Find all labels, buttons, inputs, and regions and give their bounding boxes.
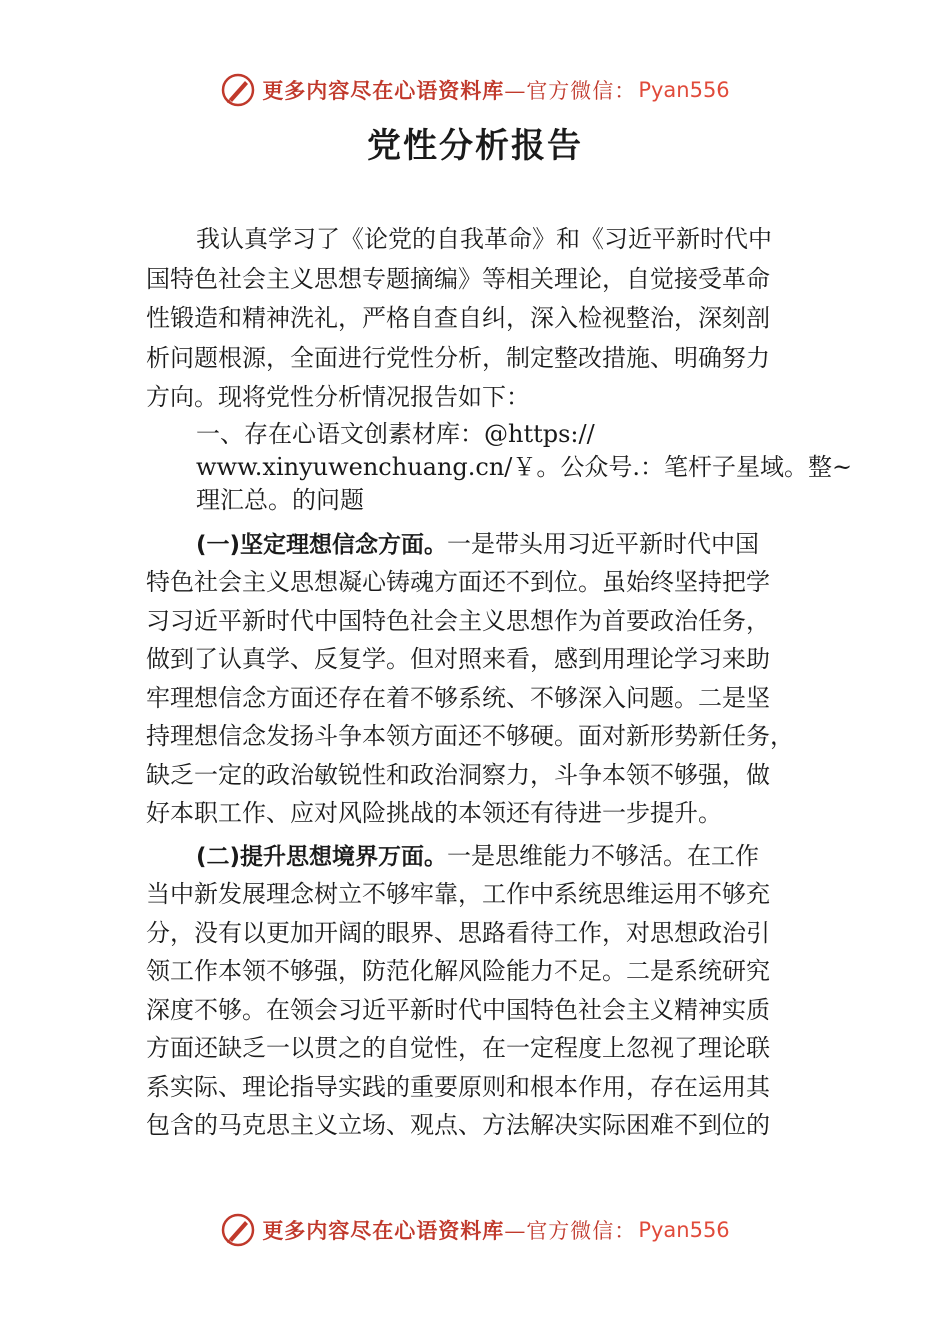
intro-line: 析问题根源，全面进行党性分析，制定整改措施、明确努力 — [146, 343, 770, 372]
intro-line: 方向。现将党性分析情况报告如下： — [146, 383, 530, 411]
part2-line: 深度不够。在领会习近平新时代中国特色社会主义精神实质 — [146, 995, 770, 1024]
part2-line: 领工作本领不够强，防范化解风险能力不足。二是系统研究 — [146, 957, 770, 985]
part1-line: 好本职工作、应对风险挑战的本领还有待进一步提升。 — [146, 799, 722, 827]
part1-heading: (一)坚定理想信念方面。 — [196, 531, 448, 558]
header-banner — [0, 70, 950, 110]
footer-banner — [0, 1210, 950, 1250]
pen-logo-icon — [220, 1212, 256, 1248]
banner-wechat-id: Pyan556 — [638, 78, 730, 102]
part1-line: 持理想信念发扬斗争本领方面还不够硬。面对新形势新任务， — [146, 722, 794, 750]
banner-dash-text: —官方微信： — [504, 79, 637, 103]
intro-line: 我认真学习了《论党的自我革命》和《习近平新时代中 — [196, 225, 772, 253]
part2-heading: (二)提升思想境界万面。 — [196, 843, 448, 870]
intro-line: 国特色社会主义思想专题摘编》等相关理论，自觉接受革命 — [146, 264, 770, 293]
banner-main-text: 更多内容尽在心语资料库 — [262, 1218, 505, 1243]
part1-line: 牢理想信念方面还存在着不够系统、不够深入问题。二是坚 — [146, 683, 770, 712]
document-body — [146, 220, 853, 1145]
part2-line: 包含的马克思主义立场、观点、方法解决实际困难不到位的 — [146, 1111, 770, 1139]
part1-line: 特色社会主义思想凝心铸魂方面还不到位。虽始终坚持把学 — [146, 568, 770, 596]
section-heading-line: 理汇总。的问题 — [196, 485, 364, 514]
part1-line: 做到了认真学、反复学。但对照来看，感到用理论学习来助 — [146, 645, 770, 673]
part2-first-line — [146, 837, 816, 876]
part1-first-line — [146, 525, 816, 564]
part2-line: 当中新发展理念树立不够牢靠，工作中系统思维运用不够充 — [146, 880, 770, 908]
section-heading-line: 一、存在心语文创素材库：@https:// — [196, 419, 595, 448]
part2-line: 分，没有以更加开阔的眼界、思路看待工作，对思想政治引 — [146, 918, 770, 947]
part1-line: 缺乏一定的政治敏锐性和政治洞察力，斗争本领不够强，做 — [146, 760, 770, 789]
intro-line: 性锻造和精神洗礼，严格自查自纠，深入检视整治，深刻剖 — [146, 304, 770, 332]
pen-logo-icon — [220, 72, 256, 108]
section-heading-line: www.xinyuwenchuang.cn/￥。公众号.：笔杆子星域。整~ — [196, 452, 853, 481]
part2-line: 系实际、理论指导实践的重要原则和根本作用，存在运用其 — [146, 1072, 770, 1101]
banner-dash-text: —官方微信： — [504, 1219, 637, 1243]
banner-main-text: 更多内容尽在心语资料库 — [262, 78, 505, 103]
part2-first-line-rest: 一是思维能力不够活。在工作 — [447, 841, 760, 870]
banner-wechat-id: Pyan556 — [638, 1218, 730, 1242]
part1-first-line-rest: 一是带头用习近平新时代中国 — [447, 529, 760, 558]
part1-line: 习习近平新时代中国特色社会主义思想作为首要政治任务， — [146, 606, 770, 635]
document-title: 党性分析报告 — [367, 126, 583, 166]
part2-line: 方面还缺乏一以贯之的自觉性，在一定程度上忽视了理论联 — [146, 1034, 770, 1062]
